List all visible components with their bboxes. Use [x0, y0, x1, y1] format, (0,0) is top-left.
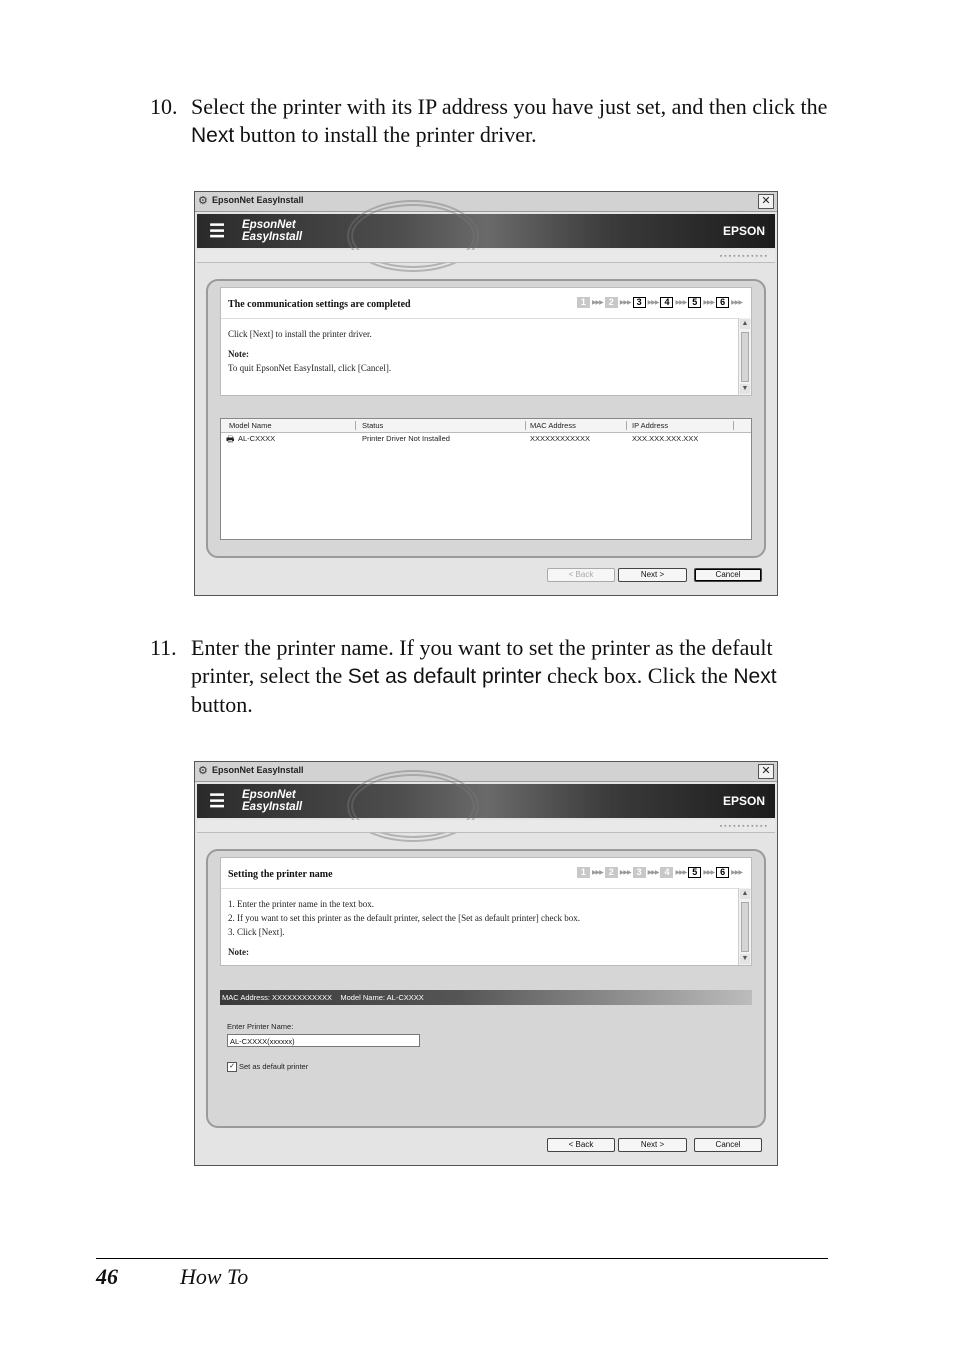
- step-indicator-4: 4: [660, 297, 673, 308]
- list-header: [221, 419, 751, 433]
- app-icon: ⚙: [198, 195, 208, 207]
- column-divider[interactable]: [626, 421, 627, 430]
- step-title: The communication settings are completed: [228, 299, 411, 310]
- step-indicator-4: 4: [660, 867, 673, 878]
- instruction-scrollbar[interactable]: [738, 888, 751, 965]
- printer-info-bar: [220, 990, 752, 1005]
- scroll-down-arrow-icon[interactable]: ▼: [741, 955, 749, 962]
- step-indicator-1: 1: [577, 867, 590, 878]
- step-text-part: button to install the printer driver.: [234, 122, 537, 147]
- progress-strip: [197, 820, 775, 833]
- step-indicator-5: 5: [688, 867, 701, 878]
- step-arrow-icon: ▶▶▶: [731, 300, 742, 306]
- instruction-line: 2. If you want to set this printer as the default printer, select the [Set as default printer] check box.: [228, 913, 581, 923]
- step-arrow-icon: ▶▶▶: [731, 870, 742, 876]
- instruction-scrollbar[interactable]: [738, 318, 751, 395]
- step-number: 10.: [150, 94, 178, 119]
- step-indicator-6: 6: [716, 867, 729, 878]
- cancel-button[interactable]: Cancel: [694, 568, 762, 582]
- footer-rule: [96, 1258, 828, 1259]
- content-panel: [206, 849, 766, 1128]
- step-text-part: Enter the printer name. If you want to set the printer as the default printer, select the: [191, 635, 773, 688]
- logo-line-1: EpsonNet: [242, 219, 296, 231]
- cancel-button[interactable]: Cancel: [694, 1138, 762, 1152]
- printer-name-label: Enter Printer Name:: [227, 1022, 294, 1031]
- instruction-line: Click [Next] to install the printer driver.: [228, 329, 372, 339]
- progress-dots: ▪▪▪▪▪▪▪▪▪▪▪: [719, 253, 769, 260]
- step-arrow-icon: ▶▶▶: [591, 870, 603, 876]
- step-10: [150, 93, 830, 153]
- printer-icon: 🖶: [226, 434, 235, 444]
- instruction-text: [228, 897, 733, 959]
- dialog-printer-name: [194, 761, 778, 1166]
- step-arrow-icon: ▶▶▶: [619, 300, 631, 306]
- step-indicator: [576, 297, 743, 308]
- dialog-driver-install: [194, 191, 778, 596]
- cell-status: Printer Driver Not Installed: [362, 434, 450, 443]
- divider: [221, 318, 751, 319]
- note-label: Note:: [228, 947, 249, 957]
- column-mac-address[interactable]: MAC Address: [530, 421, 576, 430]
- step-indicator-3: 3: [633, 867, 646, 878]
- instruction-line: 3. Click [Next].: [228, 927, 285, 937]
- step-indicator: [576, 867, 743, 878]
- banner: [197, 214, 775, 248]
- title-bar[interactable]: [195, 192, 777, 212]
- cell-ip: XXX.XXX.XXX.XXX: [632, 434, 699, 443]
- back-button[interactable]: < Back: [547, 568, 615, 582]
- cell-mac: XXXXXXXXXXXX: [530, 434, 591, 443]
- next-button[interactable]: Next >: [618, 568, 687, 582]
- step-arrow-icon: ▶▶▶: [675, 870, 687, 876]
- step-indicator-2: 2: [605, 867, 618, 878]
- step-text-part: button.: [191, 692, 253, 717]
- step-text-part: check box. Click the: [541, 663, 734, 688]
- printer-name-input[interactable]: AL-CXXXX(xxxxxx): [227, 1034, 420, 1047]
- table-row[interactable]: [221, 433, 751, 445]
- ui-term-next: Next: [733, 665, 777, 688]
- scroll-thumb[interactable]: [741, 332, 749, 382]
- scroll-up-arrow-icon[interactable]: ▲: [741, 890, 749, 897]
- next-button[interactable]: Next >: [618, 1138, 687, 1152]
- printer-list[interactable]: [220, 418, 752, 540]
- progress-dots: ▪▪▪▪▪▪▪▪▪▪▪: [719, 823, 769, 830]
- step-arrow-icon: ▶▶▶: [675, 300, 687, 306]
- step-arrow-icon: ▶▶▶: [703, 870, 715, 876]
- banner: [197, 784, 775, 818]
- default-printer-label[interactable]: Set as default printer: [239, 1062, 309, 1071]
- back-button[interactable]: < Back: [547, 1138, 615, 1152]
- instruction-line: 1. Enter the printer name in the text box.: [228, 899, 374, 909]
- step-title: Setting the printer name: [228, 869, 333, 880]
- step-11: [150, 634, 830, 724]
- step-arrow-icon: ▶▶▶: [591, 300, 603, 306]
- printer-info-text: MAC Address: XXXXXXXXXXXX Model Name: AL-CXXXX: [222, 993, 424, 1002]
- step-indicator-5: 5: [688, 297, 701, 308]
- epsonnet-logo-icon: ☰: [209, 791, 226, 811]
- logo-line-2: EasyInstall: [242, 801, 303, 813]
- close-button[interactable]: ✕: [758, 194, 774, 209]
- window-title: EpsonNet EasyInstall: [212, 765, 304, 775]
- step-arrow-icon: ▶▶▶: [619, 870, 631, 876]
- divider: [221, 888, 751, 889]
- banner-logo-text: [242, 789, 302, 813]
- column-divider[interactable]: [733, 421, 734, 430]
- ui-term-checkbox: Set as default printer: [347, 665, 542, 688]
- step-text: [191, 93, 831, 150]
- column-status[interactable]: Status: [362, 421, 384, 430]
- window-title: EpsonNet EasyInstall: [212, 195, 304, 205]
- step-number: 11.: [150, 635, 177, 660]
- progress-strip: [197, 250, 775, 263]
- content-panel: [206, 279, 766, 558]
- scroll-down-arrow-icon[interactable]: ▼: [741, 385, 749, 392]
- default-printer-checkbox[interactable]: ✓: [227, 1062, 237, 1072]
- step-arrow-icon: ▶▶▶: [647, 300, 659, 306]
- column-ip-address[interactable]: IP Address: [632, 421, 669, 430]
- brand-label: EPSON: [722, 224, 765, 238]
- scroll-up-arrow-icon[interactable]: ▲: [741, 320, 749, 327]
- column-model-name[interactable]: Model Name: [229, 421, 272, 430]
- step-arrow-icon: ▶▶▶: [647, 870, 659, 876]
- cell-model: AL-CXXXX: [238, 434, 276, 443]
- note-text: To quit EpsonNet EasyInstall, click [Cancel].: [228, 363, 392, 373]
- logo-line-2: EasyInstall: [242, 231, 303, 243]
- step-text-part: Select the printer with its IP address you have just set, and then click the: [191, 94, 828, 119]
- page-number: 46: [96, 1264, 118, 1289]
- close-button[interactable]: ✕: [758, 764, 774, 779]
- column-divider[interactable]: [355, 421, 356, 430]
- logo-line-1: EpsonNet: [242, 789, 296, 801]
- step-indicator-1: 1: [577, 297, 590, 308]
- scroll-thumb[interactable]: [741, 902, 749, 952]
- step-indicator-2: 2: [605, 297, 618, 308]
- ui-term-next: Next: [191, 124, 235, 147]
- note-label: Note:: [228, 349, 249, 359]
- brand-label: EPSON: [722, 794, 765, 808]
- instruction-box: [220, 287, 752, 396]
- column-divider[interactable]: [525, 421, 526, 430]
- step-arrow-icon: ▶▶▶: [703, 300, 715, 306]
- epsonnet-logo-icon: ☰: [209, 221, 226, 241]
- section-title: How To: [180, 1264, 249, 1289]
- step-indicator-6: 6: [716, 297, 729, 308]
- instruction-box: [220, 857, 752, 966]
- banner-logo-text: [242, 219, 302, 243]
- title-bar[interactable]: [195, 762, 777, 782]
- app-icon: ⚙: [198, 765, 208, 777]
- step-text: [191, 634, 831, 719]
- step-indicator-3: 3: [633, 297, 646, 308]
- instruction-text: [228, 327, 733, 375]
